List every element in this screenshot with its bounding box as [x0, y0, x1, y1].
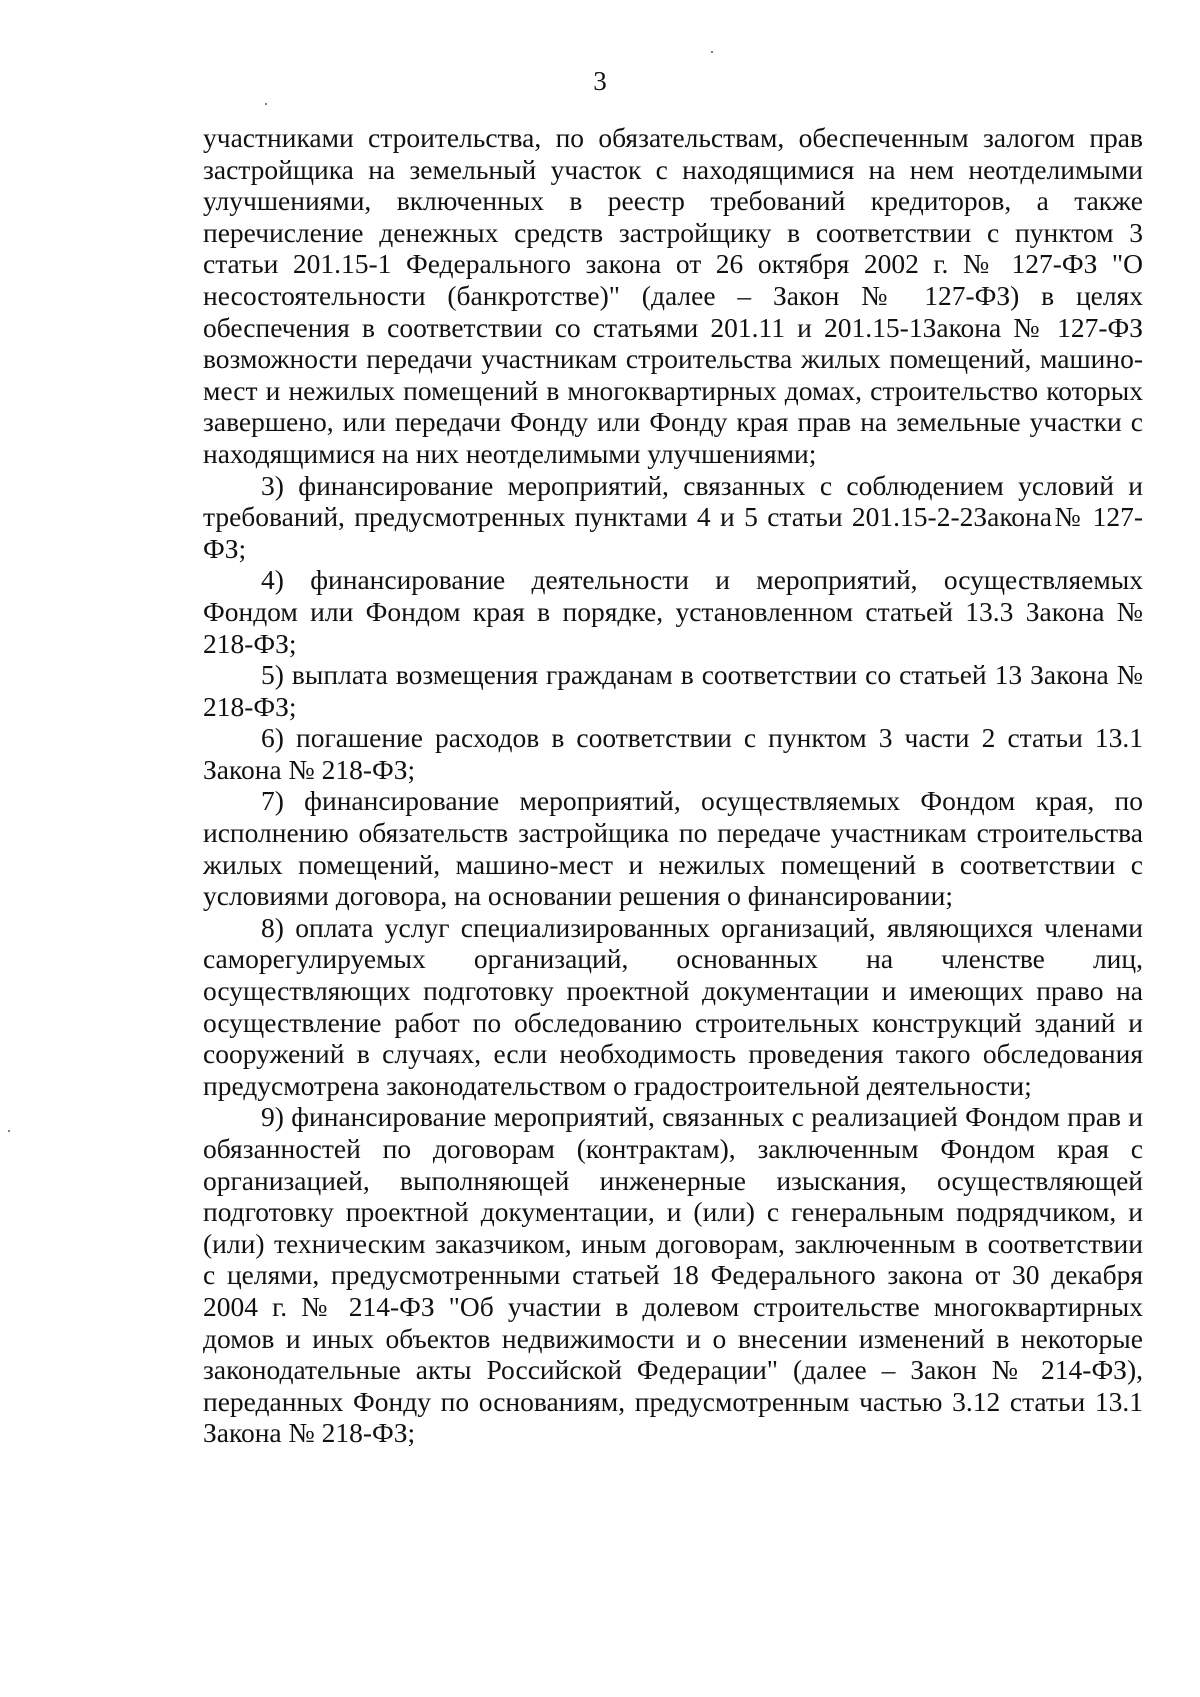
- paragraph-item-8: 8) оплата услуг специализированных организаций, являющихся членами саморегулируемых организаций, основанных на членстве лиц, осуществляющих подготовку проектной документации и имеющих право на осуществление работ по обследованию строительных конструкций зданий и сооружений в случаях, если необходимость проведения такого обследования предусмотрена законодательством о градостроительной деятельности;: [203, 911, 1143, 1101]
- paragraph-item-9: 9) финансирование мероприятий, связанных с реализацией Фондом прав и обязанностей по договорам (контрактам), заключенным Фондом края с организацией, выполняющей инженерные изыскания, осуществляющей подготовку проектной документации, и (или) с генеральным подрядчиком, и (или) техническим заказчиком, иным договорам, заключенным в соответствии с целями, предусмотренными статьей 18 Федерального закона от 30 декабря 2004 г. № 214-ФЗ "Об участии в долевом строительстве многоквартирных домов и иных объектов недвижимости и о внесении изменений в некоторые законодательные акты Российской Федерации" (далее – Закон № 214-ФЗ), переданных Фонду по основаниям, предусмотренным частью 3.12 статьи 13.1 Закона № 218-ФЗ;: [203, 1101, 1143, 1449]
- document-body: [203, 122, 1143, 1449]
- scan-speck: [711, 51, 713, 53]
- paragraph-item-4: 4) финансирование деятельности и мероприятий, осуществляемых Фондом или Фондом края в порядке, установленном статьей 13.3 Закона № 218-ФЗ;: [203, 564, 1143, 659]
- paragraph-item-6: 6) погашение расходов в соответствии с пунктом 3 части 2 статьи 13.1 Закона № 218-ФЗ;: [203, 722, 1143, 785]
- scan-speck: [265, 103, 267, 105]
- scan-speck: [8, 1130, 10, 1132]
- page-number: 3: [593, 66, 607, 96]
- paragraph-continuation: участниками строительства, по обязательствам, обеспеченным залогом прав застройщика на земельный участок с находящимися на нем неотделимыми улучшениями, включенных в реестр требований кредиторов, а также перечисление денежных средств застройщику в соответствии с пунктом 3 статьи 201.15-1 Федерального закона от 26 октября 2002 г. № 127-ФЗ "О несостоятельности (банкротстве)" (далее – Закон № 127-ФЗ) в целях обеспечения в соответствии со статьями 201.11 и 201.15-1Закона № 127-ФЗ возможности передачи участникам строительства жилых помещений, машино-мест и нежилых помещений в многоквартирных домах, строительство которых завершено, или передачи Фонду или Фонду края прав на земельные участки с находящимися на них неотделимыми улучшениями;: [203, 122, 1143, 469]
- paragraph-item-5: 5) выплата возмещения гражданам в соответствии со статьей 13 Закона № 218-ФЗ;: [203, 659, 1143, 722]
- paragraph-item-7: 7) финансирование мероприятий, осуществляемых Фондом края, по исполнению обязательств застройщика по передаче участникам строительства жилых помещений, машино-мест и нежилых помещений в соответствии с условиями договора, на основании решения о финансировании;: [203, 785, 1143, 912]
- paragraph-item-3: 3) финансирование мероприятий, связанных с соблюдением условий и требований, предусмотренных пунктами 4 и 5 статьи 201.15-2-2Закона№ 127-ФЗ;: [203, 469, 1143, 564]
